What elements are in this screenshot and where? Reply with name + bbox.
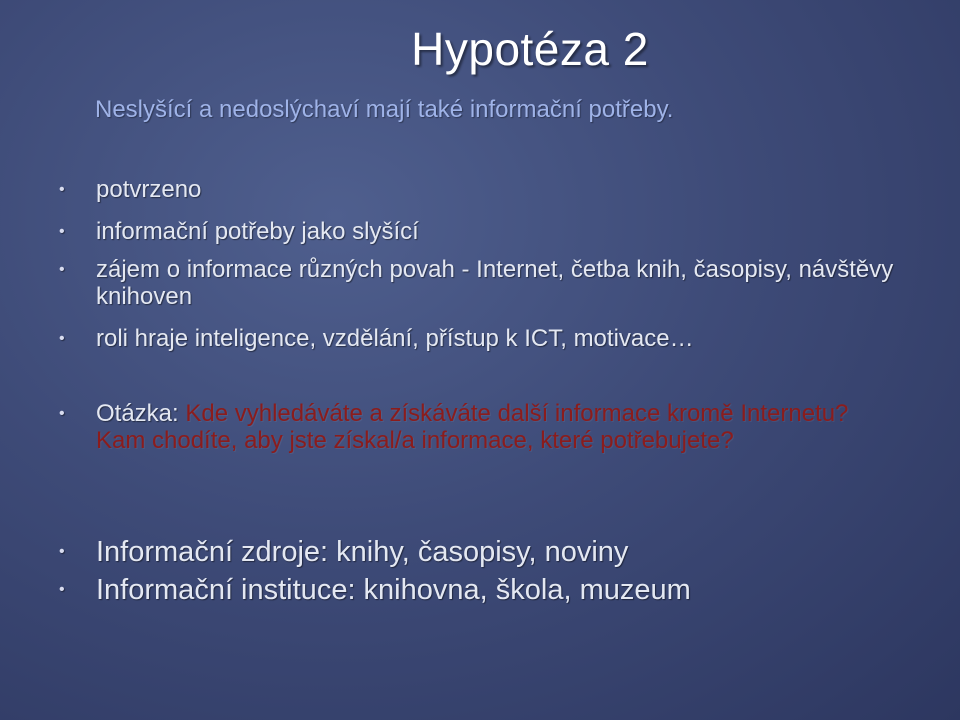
bullet-item <box>59 176 896 203</box>
bullet-text: roli hraje inteligence, vzdělání, přístup k ICT, motivace… <box>96 325 694 352</box>
question-bullet <box>59 400 896 454</box>
bullet-text: informační potřeby jako slyšící <box>96 218 419 245</box>
bullet-marker: • <box>59 261 65 278</box>
bullet-item <box>59 534 896 570</box>
bullet-marker: • <box>59 181 65 198</box>
slide-subtitle: Neslyšící a nedoslýchaví mají také informační potřeby. <box>95 96 674 123</box>
question-text: Kde vyhledáváte a získáváte další informace kromě Internetu? Kam chodíte, aby jste získal/a informace, které potřebujete? <box>96 400 849 454</box>
bullet-item <box>59 325 896 352</box>
bullet-item <box>59 572 896 608</box>
bullet-marker: • <box>59 330 65 347</box>
slide-title: Hypotéza 2 <box>411 23 649 75</box>
bullet-text: potvrzeno <box>96 176 202 203</box>
bullet-text: zájem o informace různých povah - Internet, četba knih, časopisy, návštěvy knihoven <box>96 256 894 310</box>
bullet-item <box>59 218 896 245</box>
question-label: Otázka: <box>96 400 186 427</box>
bullet-marker: • <box>59 223 65 240</box>
bullet-marker: • <box>59 405 65 422</box>
bullet-text: Informační zdroje: knihy, časopisy, noviny <box>96 536 629 568</box>
bullet-text: Informační instituce: knihovna, škola, muzeum <box>96 574 691 606</box>
bullet-item <box>59 256 896 310</box>
bullet-marker: • <box>59 543 65 560</box>
bullet-marker: • <box>59 581 65 598</box>
